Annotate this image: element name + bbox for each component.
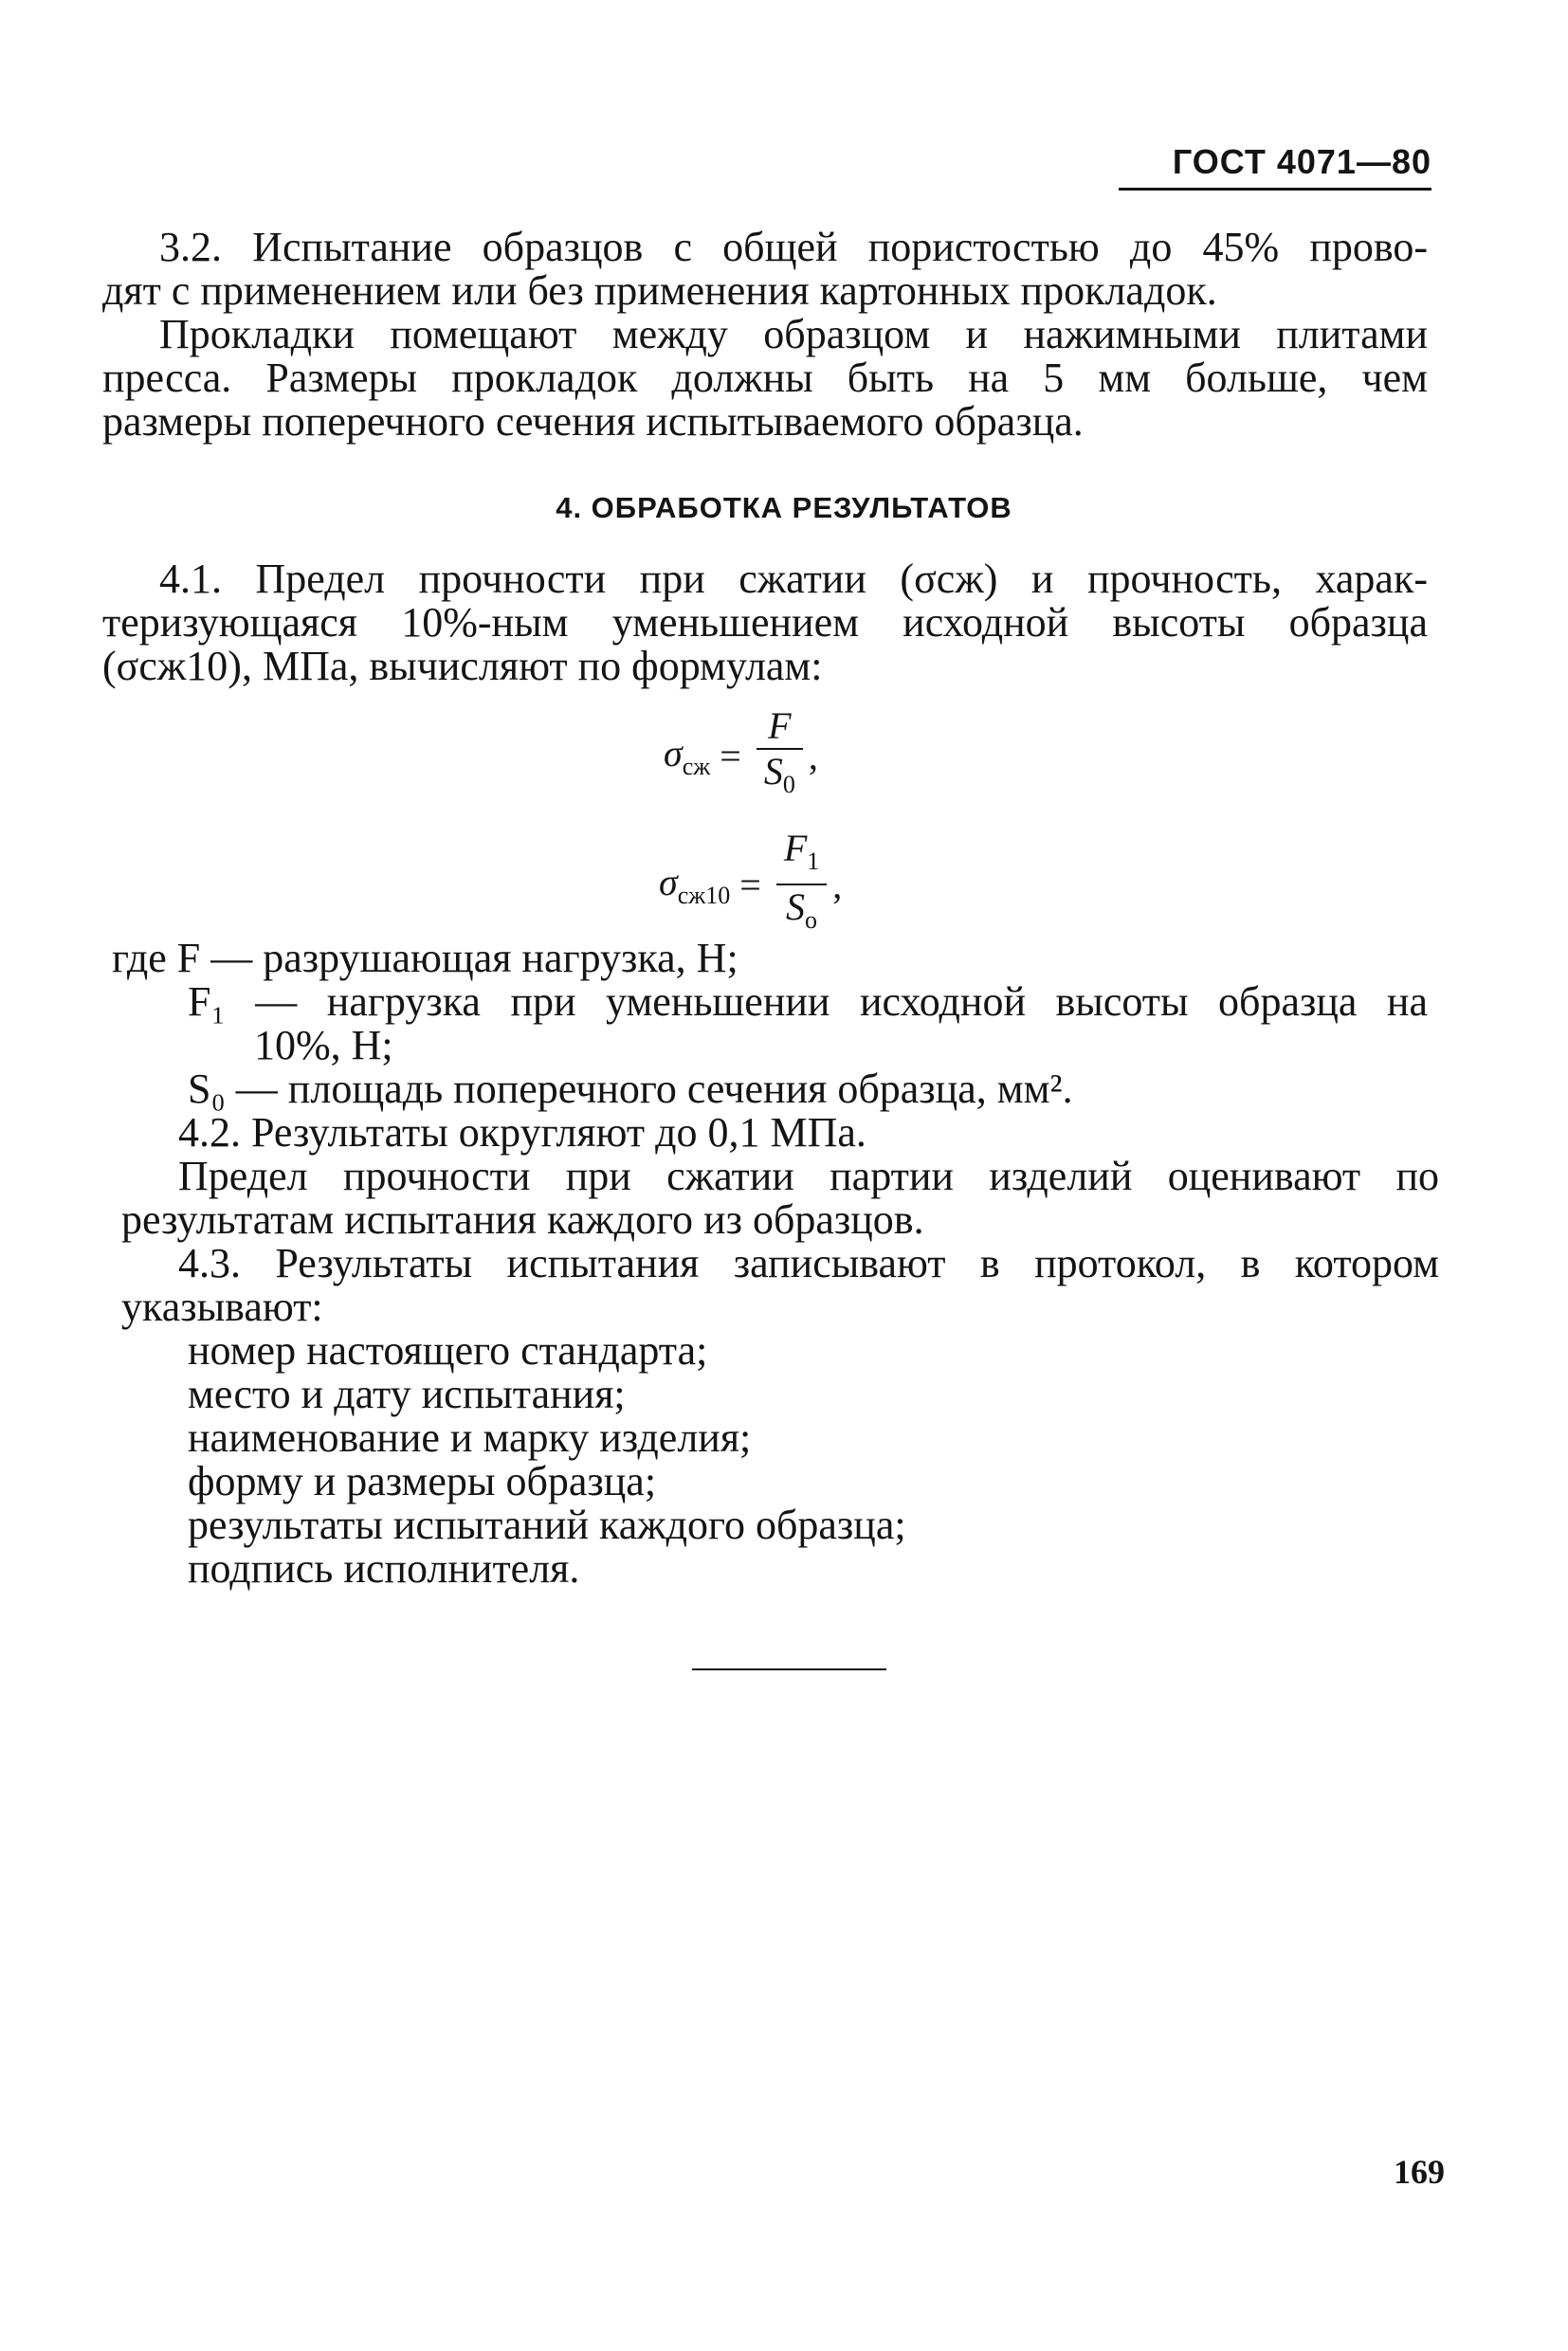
- text-line: Предел прочности при сжатии партии изделий оценивают по: [178, 1153, 1439, 1199]
- list-item: номер настоящего стандарта;: [188, 1327, 708, 1374]
- formula-strength-10: [659, 827, 843, 937]
- text-line: 3.2. Испытание образцов с общей пористостью до 45% прово-: [159, 224, 1428, 270]
- formula-tail: ,: [832, 863, 843, 906]
- text-line: дят с применением или без применения картонных прокладок.: [102, 267, 1217, 314]
- text-line: результатам испытания каждого из образцов.: [121, 1196, 924, 1243]
- formula-numerator: F: [768, 704, 792, 747]
- list-item: наименование и марку изделия;: [188, 1414, 752, 1461]
- list-item: результаты испытаний каждого образца;: [188, 1502, 906, 1548]
- header-rule: [1119, 188, 1431, 191]
- formula-tail: ,: [808, 734, 818, 777]
- formula-lhs: $\sigma_{сж10}$: [659, 860, 731, 909]
- text-line: теризующаяся 10%-ным уменьшением исходной высоты образца: [102, 599, 1428, 646]
- formula-denominator: $S_0$: [763, 750, 795, 798]
- formula-denominator: $S_o$: [786, 885, 818, 934]
- formula-compressive-strength: [664, 703, 818, 808]
- text-line: указывают:: [121, 1284, 323, 1330]
- formula-numerator: $F_1$: [783, 827, 820, 875]
- text-line: 4.1. Предел прочности при сжатии (σсж) и прочность, харак-: [159, 556, 1428, 602]
- page-number: 169: [1394, 2153, 1445, 2191]
- text-line: пресса. Размеры прокладок должны быть на 5 мм больше, чем: [102, 355, 1428, 401]
- end-rule: [692, 1668, 886, 1670]
- text-line: 4.2. Результаты округляют до 0,1 МПа.: [178, 1109, 866, 1156]
- formula-fraction: [757, 704, 803, 807]
- list-item: подпись исполнителя.: [188, 1545, 580, 1592]
- section-title: 4. ОБРАБОТКА РЕЗУЛЬТАТОВ: [556, 491, 1012, 524]
- text-line: 10%, Н;: [254, 1022, 393, 1068]
- list-item: место и дату испытания;: [188, 1371, 626, 1417]
- text-line: где F — разрушающая нагрузка, Н;: [112, 935, 738, 981]
- text-line: F₁ — нагрузка при уменьшении исходной высоты образца на: [188, 978, 1428, 1025]
- formula-equals: =: [720, 734, 741, 777]
- text-line: (σсж10), МПа, вычисляют по формулам:: [102, 643, 823, 689]
- list-item: форму и размеры образца;: [188, 1458, 657, 1504]
- text-line: Прокладки помещают между образцом и нажимными плитами: [159, 311, 1428, 357]
- formula-lhs: $\sigma_{сж}$: [664, 731, 711, 780]
- formula-fraction: [776, 827, 827, 942]
- text-line: размеры поперечного сечения испытываемого образца.: [102, 398, 1084, 445]
- formula-equals: =: [739, 863, 761, 906]
- text-line: 4.3. Результаты испытания записывают в протокол, в котором: [178, 1240, 1439, 1286]
- text-line: S₀ — площадь поперечного сечения образца, мм².: [188, 1066, 1073, 1112]
- document-header: ГОСТ 4071—80: [1172, 142, 1431, 181]
